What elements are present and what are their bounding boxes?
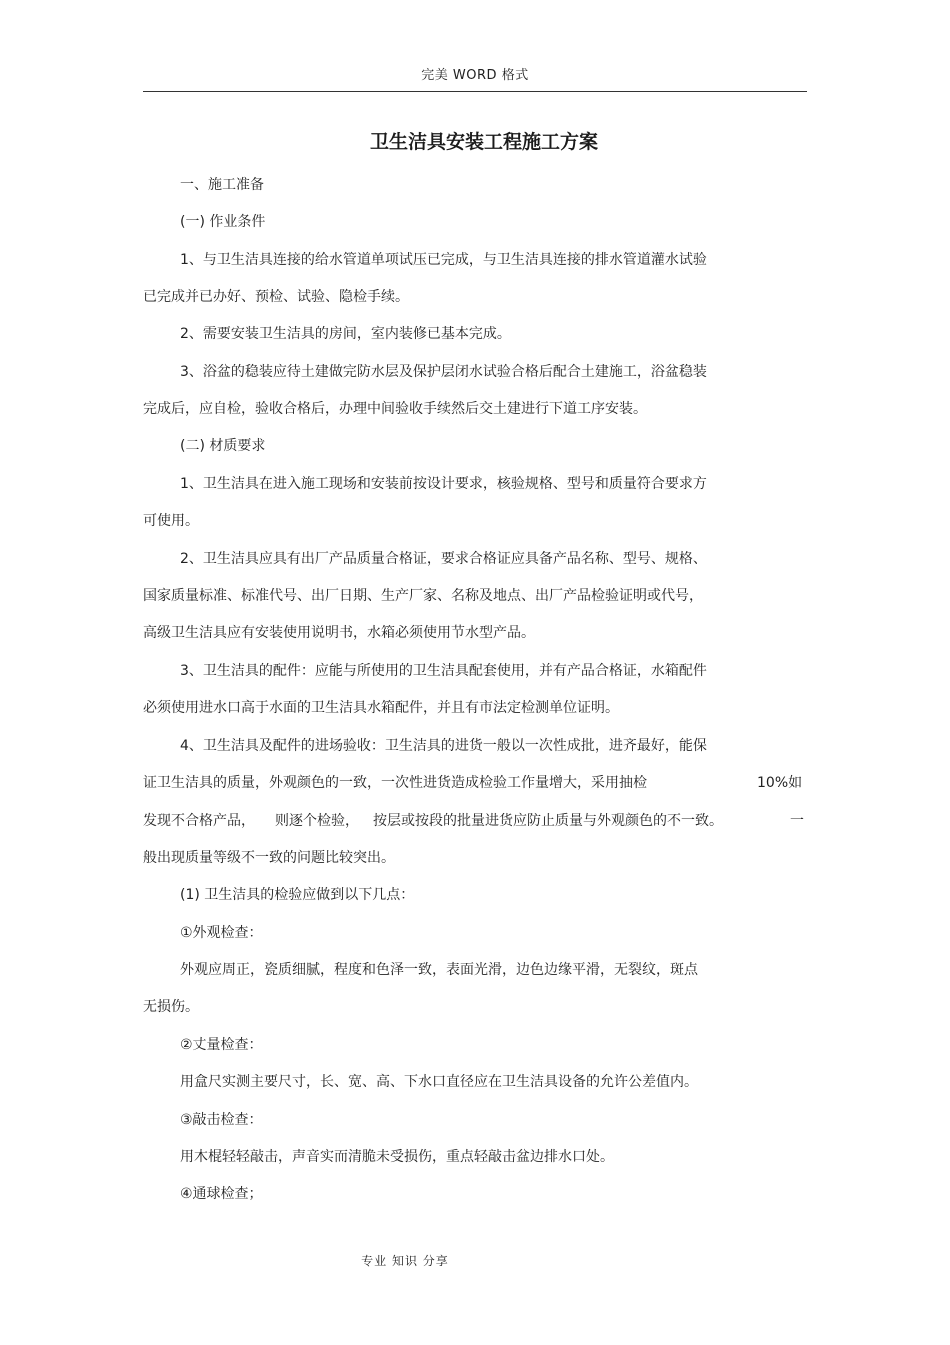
- paragraph-line: 完成后，应自检，验收合格后，办理中间验收手续然后交土建进行下道工序安装。: [143, 401, 647, 417]
- paragraph-fragment: 则逐个检验，: [275, 813, 359, 829]
- paragraph-line: 国家质量标准、标准代号、出厂日期、生产厂家、名称及地点、出厂产品检验证明或代号，: [143, 588, 703, 604]
- paragraph-line: 必须使用进水口高于水面的卫生洁具水箱配件，并且有市法定检测单位证明。: [143, 700, 619, 716]
- paragraph-line: 2、需要安装卫生洁具的房间，室内装修已基本完成。: [180, 326, 511, 342]
- list-heading: (1) 卫生洁具的检验应做到以下几点：: [180, 887, 415, 903]
- paragraph-line: 可使用。: [143, 513, 199, 529]
- document-title: 卫生洁具安装工程施工方案: [369, 131, 598, 153]
- subsection-heading: (一) 作业条件: [180, 214, 266, 230]
- paragraph-line: 用木棍轻轻敲击，声音实而清脆未受损伤，重点轻敲击盆边排水口处。: [180, 1149, 614, 1165]
- paragraph-fragment: 一: [790, 813, 804, 829]
- paragraph-fragment: 发现不合格产品，: [143, 813, 255, 829]
- paragraph-line: 高级卫生洁具应有安装使用说明书，水箱必须使用节水型产品。: [143, 625, 535, 641]
- paragraph-line: 证卫生洁具的质量，外观颜色的一致，一次性进货造成检验工作量增大，采用抽检: [143, 775, 647, 791]
- paragraph-line: 无损伤。: [143, 999, 199, 1015]
- subsection-heading: (二) 材质要求: [180, 438, 266, 454]
- paragraph-line: 4、卫生洁具及配件的进场验收：卫生洁具的进货一般以一次性成批，进齐最好，能保: [180, 738, 707, 754]
- page-footer: 专业 知识 分享: [361, 1254, 449, 1268]
- paragraph-line: 般出现质量等级不一致的问题比较突出。: [143, 850, 395, 866]
- paragraph-line: 2、卫生洁具应具有出厂产品质量合格证，要求合格证应具备产品名称、型号、规格、: [180, 551, 707, 567]
- paragraph-line: 1、与卫生洁具连接的给水管道单项试压已完成，与卫生洁具连接的排水管道灌水试验: [180, 252, 707, 268]
- paragraph-line: 3、浴盆的稳装应待土建做完防水层及保护层闭水试验合格后配合土建施工，浴盆稳装: [180, 364, 707, 380]
- paragraph-line: 用盒尺实测主要尺寸，长、宽、高、下水口直径应在卫生洁具设备的允许公差值内。: [180, 1074, 698, 1090]
- list-item-title: ④通球检查；: [180, 1186, 263, 1202]
- list-item-title: ③敲击检查：: [180, 1112, 263, 1128]
- list-item-title: ②丈量检查：: [180, 1037, 263, 1053]
- paragraph-line: 1、卫生洁具在进入施工现场和安装前按设计要求，核验规格、型号和质量符合要求方: [180, 476, 707, 492]
- paragraph-fragment: 10%如: [757, 775, 803, 791]
- header-divider: [143, 91, 807, 92]
- paragraph-line: 已完成并已办好、预检、试验、隐检手续。: [143, 289, 409, 305]
- page-header: 完美 WORD 格式: [421, 68, 529, 83]
- section-heading: 一、施工准备: [180, 177, 264, 193]
- list-item-title: ①外观检查：: [180, 925, 263, 941]
- paragraph-fragment: 按层或按段的批量进货应防止质量与外观颜色的不一致。: [373, 813, 723, 829]
- paragraph-line: 外观应周正，瓷质细腻，程度和色泽一致，表面光滑，边色边缘平滑，无裂纹，斑点: [180, 962, 698, 978]
- paragraph-line: 3、卫生洁具的配件：应能与所使用的卫生洁具配套使用，并有产品合格证，水箱配件: [180, 663, 707, 679]
